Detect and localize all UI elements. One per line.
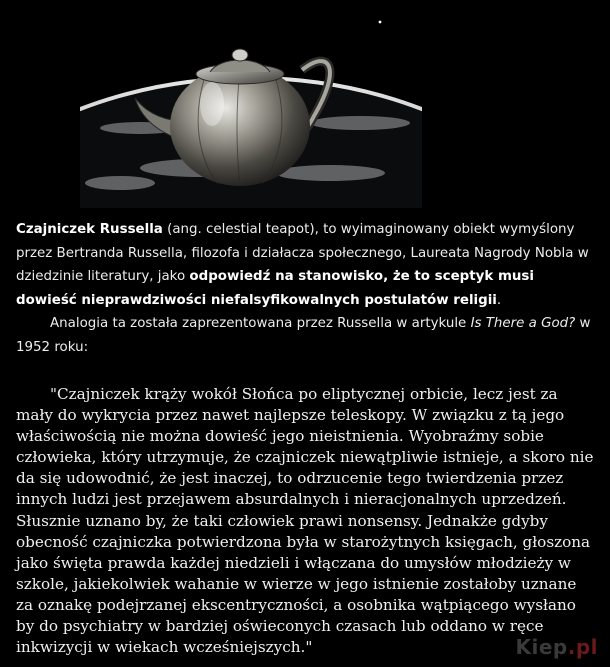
teapot-space-image (80, 8, 422, 208)
analogy-paragraph (16, 312, 596, 359)
intro-emphasis: odpowiedź na stanowisko, że to sceptyk musi dowieść nieprawdziwości niefalsyfikowalnych postulatów religii (16, 269, 534, 308)
intro-paragraph (16, 218, 596, 312)
article-title: Is There a God? (470, 316, 576, 331)
analogy-text-1: Analogia ta została zaprezentowana przez Russella w artykule (50, 316, 471, 331)
russell-quote: "Czajniczek krąży wokół Słońca po eliptycznej orbicie, lecz jest za mały do wykrycia przez nawet najlepsze teleskopy. W związku z tą jego właściwością nie można dowieść jego nieistnienia. Wyobraźmy sobie człowieka, który utrzymuje, że czajniczek niewątpliwie istnieje, a skoro nie da się udowodnić, że jest inaczej, to odrzucenie tego twierdzenia przez innych ludzi jest przejawem absurdalnych i nieracjonalnych uprzedzeń. Słusznie uznano by, że taki człowiek prawi nonsensy. Jednakże gdyby obecność czajniczka potwierdzona była w starożytnych księgach, głoszona jako święta prawda każdej niedzieli i włączana do umysłów młodzieży w szkole, jakiekolwiek wahanie w wierze w jego istnienie zostałoby uznane za oznakę podejrzanej ekscentryczności, a osobnika wątpiącego wysłano by do psychiatry w bardziej oświeconych czasach lub oddano w ręce inkwizycji w wiekach wcześniejszych." (16, 385, 594, 657)
site-watermark (515, 635, 598, 659)
watermark-domain: .pl (567, 635, 598, 659)
intro-text-2: . (496, 292, 502, 308)
intro-text-1: (ang. celestial teapot), to wyimaginowany obiekt wymyślony przez Bertranda Russella, filozofa i działacza społecznego, Laureata Nagrody Nobla w dziedzinie literatury, jako (16, 222, 589, 284)
intro-term: Czajniczek Russella (16, 222, 163, 237)
analogy-text-2: w 1952 roku: (16, 316, 591, 355)
watermark-name: Kiep (515, 635, 568, 659)
